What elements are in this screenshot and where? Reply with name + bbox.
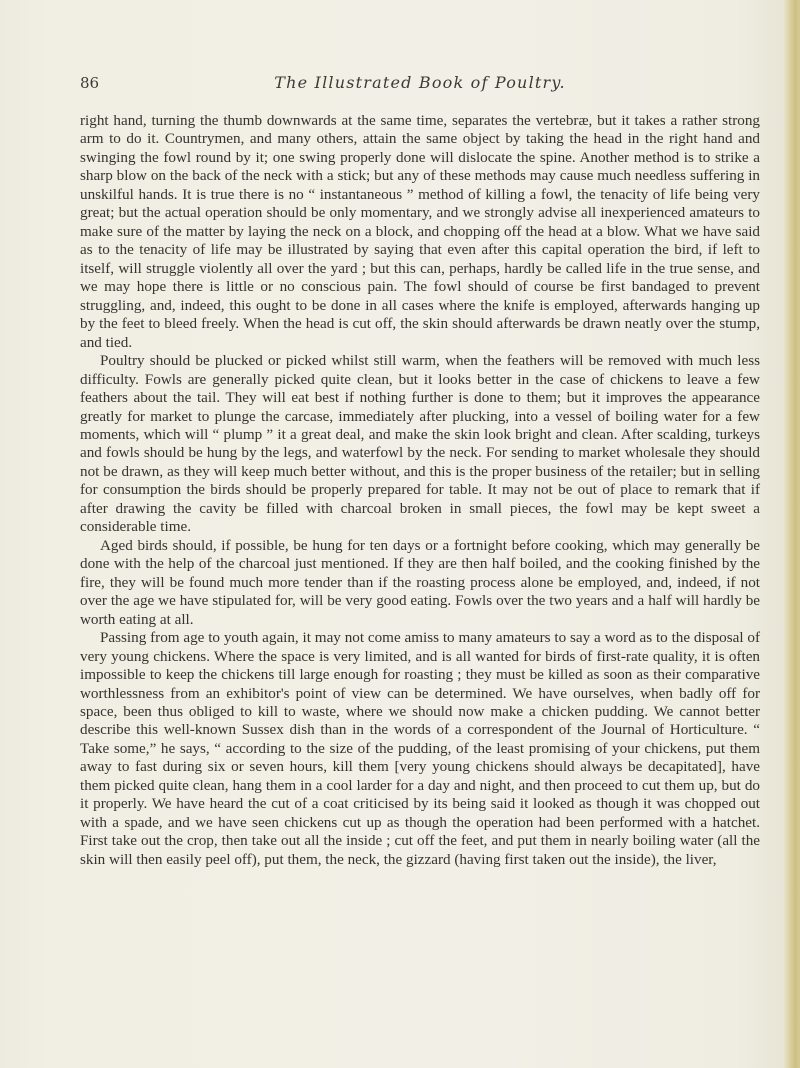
paragraph-plucking: Poultry should be plucked or picked whilst still warm, when the feathers will be removed with much less difficulty. Fowls are generally picked quite clean, but it looks better in the case of chickens to leave a few feathers about the tail. They will eat best if nothing further is done to them; but it improves the appearance greatly for market to plunge the carcase, immediately after plucking, into a vessel of boiling water for a few moments, which will “ plump ” it a great deal, and make the skin look bright and clean. After scalding, turkeys and fowls should be hung by the legs, and waterfowl by the neck. For sending to market wholesale they should not be drawn, as they will keep much better without, and this is the proper business of the retailer; but in selling for consumption the birds should be properly prepared for table. It may not be out of place to remark that if after drawing the cavity be filled with charcoal broken in small pieces, the fowl may be kept sweet a considerable time. <box>80 352 760 536</box>
page-number: 86 <box>80 74 100 92</box>
running-title: The Illustrated Book of Poultry. <box>274 73 566 92</box>
paragraph-killing-methods: right hand, turning the thumb downwards at the same time, separates the vertebræ, but it takes a rather strong arm to do it. Countrymen, and many others, attain the same object by taking the head in the right hand and swinging the fowl round by it; one swing properly done will dislocate the spine. Another method is to strike a sharp blow on the back of the neck with a stick; but any of these methods may cause much needless suffering in unskilful hands. It is true there is no “ instantaneous ” method of killing a fowl, the tenacity of life being very great; but the actual operation should be only momentary, and we strongly advise all inexperienced amateurs to make sure of the matter by laying the neck on a block, and chopping off the head at a blow. What we have said as to the tenacity of life may be illustrated by saying that even after this capital operation the bird, if left to itself, will struggle violently all over the yard ; but this can, perhaps, hardly be called life in the true sense, and we may hope there is little or no conscious pain. The fowl should of course be first bandaged to prevent struggling, and, indeed, this ought to be done in all cases where the knife is employed, afterwards hanging up by the feet to bleed freely. When the head is cut off, the skin should afterwards be drawn neatly over the stump, and tied. <box>80 112 760 351</box>
paragraph-young-chickens: Passing from age to youth again, it may not come amiss to many amateurs to say a word as to the disposal of very young chickens. Where the space is very limited, and is all wanted for birds of first-rate quality, it is often impossible to keep the chickens till large enough for roasting ; they must be killed as soon as their comparative worthlessness from an exhibitor's point of view can be determined. We have ourselves, when badly off for space, been thus obliged to kill to waste, where we should now make a chicken pudding. We cannot better describe this well-known Sussex dish than in the words of a correspondent of the Journal of Horticulture. “ Take some,” he says, “ according to the size of the pudding, of the least promising of your chickens, put them away to fast during six or seven hours, kill them [very young chickens should always be decapitated], have them picked quite clean, hang them in a cool larder for a day and night, and then proceed to cut them up, but do it properly. We have heard the cut of a coat criticised by its being said it looked as though it was chopped out with a spade, and we have seen chickens cut up as though the operation had been performed with a hatchet. First take out the crop, then take out all the inside ; cut off the feet, and put them in nearly boiling water (all the skin will then easily peel off), put them, the neck, the gizzard (having first taken out the inside), the liver, <box>80 629 760 868</box>
body-text <box>80 112 760 869</box>
paragraph-aged-birds: Aged birds should, if possible, be hung for ten days or a fortnight before cooking, which may generally be done with the help of the charcoal just mentioned. If they are then half boiled, and the cooking finished by the fire, they will be found much more tender than if the roasting process alone be employed, and, indeed, if not over the age we have stipulated for, will be very good eating. Fowls over the two years and a half will hardly be worth eating at all. <box>80 536 760 628</box>
page-header <box>80 74 760 98</box>
page-binding-edge <box>784 0 800 1068</box>
